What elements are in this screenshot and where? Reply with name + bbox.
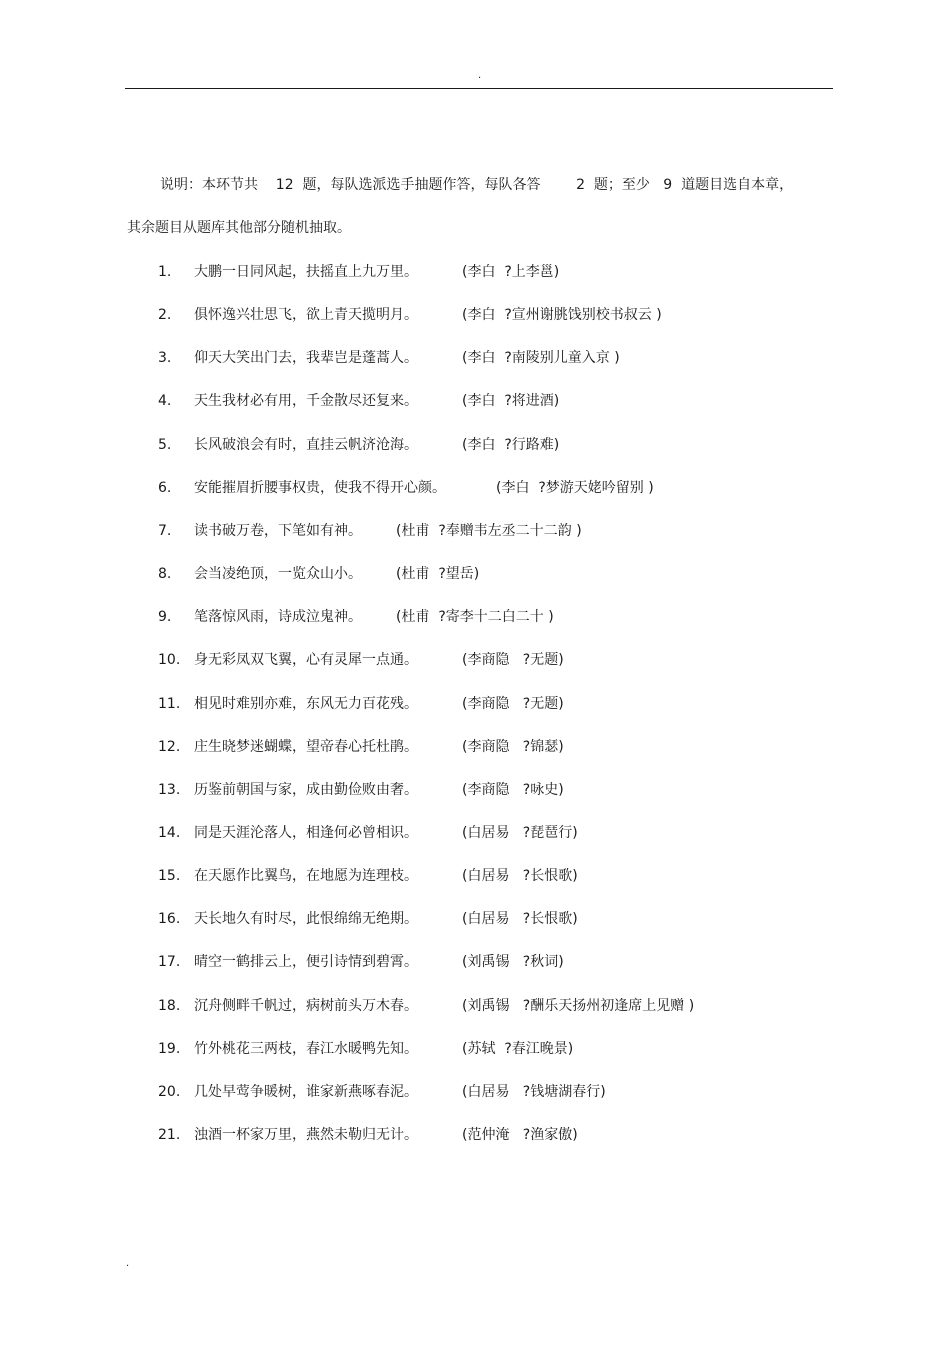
item-verse: 会当凌绝顶，一览众山小。 — [194, 566, 362, 583]
item-verse: 长风破浪会有时，直挂云帆济沧海。 — [194, 436, 418, 453]
item-source: (李白 ?南陵别儿童入京 ) — [462, 350, 620, 367]
item-source: (李白 ?梦游天姥吟留别 ) — [496, 479, 654, 496]
item-source: (白居易 ?钱塘湖春行) — [462, 1083, 606, 1100]
item-source: (刘禹锡 ?酬乐天扬州初逢席上见赠 ) — [462, 997, 695, 1014]
item-source: (李白 ?行路难) — [462, 436, 560, 453]
item-number: 7. — [158, 522, 172, 539]
item-source: (杜甫 ?望岳) — [396, 566, 480, 583]
item-verse: 沉舟侧畔千帆过，病树前头万木春。 — [194, 997, 418, 1014]
header-rule — [125, 88, 833, 89]
item-number: 10. — [158, 652, 181, 669]
list-item — [0, 780, 950, 802]
list-item — [0, 478, 950, 500]
item-source: (刘禹锡 ?秋词) — [462, 954, 564, 971]
item-verse: 读书破万卷，下笔如有神。 — [194, 522, 362, 539]
item-verse: 身无彩凤双飞翼，心有灵犀一点通。 — [194, 652, 418, 669]
item-verse: 晴空一鹤排云上，便引诗情到碧霄。 — [194, 954, 418, 971]
item-number: 4. — [158, 393, 172, 410]
item-verse: 俱怀逸兴壮思飞，欲上青天揽明月。 — [194, 307, 418, 324]
list-item — [0, 909, 950, 931]
item-source: (李白 ?上李邕) — [462, 264, 560, 280]
item-number: 19. — [158, 1040, 181, 1057]
intro-line-2: 其余题目从题库其他部分随机抽取。 — [127, 220, 351, 236]
list-item — [0, 435, 950, 457]
list-item — [0, 348, 950, 370]
item-verse: 笔落惊风雨，诗成泣鬼神。 — [194, 609, 362, 626]
list-item — [0, 1039, 950, 1061]
item-source: (李白 ?宣州谢朓饯别校书叔云 ) — [462, 307, 662, 324]
item-number: 14. — [158, 824, 181, 841]
item-verse: 仰天大笑出门去，我辈岂是蓬蒿人。 — [194, 350, 418, 367]
item-source: (苏轼 ?春江晚景) — [462, 1040, 574, 1057]
item-source: (李商隐 ?锦瑟) — [462, 738, 564, 755]
item-source: (范仲淹 ?渔家傲) — [462, 1127, 578, 1143]
item-verse: 天长地久有时尽，此恨绵绵无绝期。 — [194, 911, 418, 928]
item-number: 3. — [158, 350, 172, 367]
item-number: 9. — [158, 609, 172, 626]
item-verse: 浊酒一杯家万里，燕然未勒归无计。 — [194, 1127, 418, 1143]
item-source: (杜甫 ?奉赠韦左丞二十二韵 ) — [396, 522, 582, 539]
list-item — [0, 952, 950, 974]
item-number: 12. — [158, 738, 181, 755]
list-item — [0, 607, 950, 629]
item-number: 2. — [158, 307, 172, 324]
item-source: (李商隐 ?咏史) — [462, 781, 564, 798]
list-item — [0, 391, 950, 413]
item-number: 1. — [158, 264, 172, 280]
list-item — [0, 823, 950, 845]
item-source: (白居易 ?琵琶行) — [462, 824, 578, 841]
intro-line-1: 说明：本环节共 12 题，每队选派选手抽题作答，每队各答 2 题；至少 9 道题目选自本章， — [160, 177, 794, 193]
item-verse: 大鹏一日同风起，扶摇直上九万里。 — [194, 264, 418, 280]
item-number: 15. — [158, 868, 181, 885]
item-number: 18. — [158, 997, 181, 1014]
list-item — [0, 1125, 950, 1147]
item-source: (白居易 ?长恨歌) — [462, 868, 578, 885]
list-item — [0, 650, 950, 672]
item-verse: 历鉴前朝国与家，成由勤俭败由奢。 — [194, 781, 418, 798]
item-source: (白居易 ?长恨歌) — [462, 911, 578, 928]
item-verse: 竹外桃花三两枝，春江水暖鸭先知。 — [194, 1040, 418, 1057]
list-item — [0, 694, 950, 716]
item-verse: 庄生晓梦迷蝴蝶，望帝春心托杜鹃。 — [194, 738, 418, 755]
item-verse: 同是天涯沦落人，相逢何必曾相识。 — [194, 824, 418, 841]
item-verse: 相见时难别亦难，东风无力百花残。 — [194, 695, 418, 712]
list-item — [0, 564, 950, 586]
item-number: 21. — [158, 1127, 181, 1143]
item-number: 17. — [158, 954, 181, 971]
list-item — [0, 996, 950, 1018]
list-item — [0, 262, 950, 284]
item-source: (李商隐 ?无题) — [462, 695, 564, 712]
list-item — [0, 521, 950, 543]
item-number: 20. — [158, 1083, 181, 1100]
item-number: 6. — [158, 479, 172, 496]
item-number: 8. — [158, 566, 172, 583]
item-number: 16. — [158, 911, 181, 928]
item-source: (李白 ?将进酒) — [462, 393, 560, 410]
item-verse: 安能摧眉折腰事权贵，使我不得开心颜。 — [194, 479, 446, 496]
list-item — [0, 305, 950, 327]
list-item — [0, 737, 950, 759]
footer-dot: . — [126, 1258, 130, 1269]
list-item — [0, 866, 950, 888]
header-dot: . — [478, 70, 482, 81]
list-item — [0, 1082, 950, 1104]
item-source: (杜甫 ?寄李十二白二十 ) — [396, 609, 554, 626]
item-number: 5. — [158, 436, 172, 453]
item-number: 11. — [158, 695, 181, 712]
item-number: 13. — [158, 781, 181, 798]
item-source: (李商隐 ?无题) — [462, 652, 564, 669]
item-verse: 在天愿作比翼鸟，在地愿为连理枝。 — [194, 868, 418, 885]
item-verse: 天生我材必有用，千金散尽还复来。 — [194, 393, 418, 410]
item-verse: 几处早莺争暖树，谁家新燕啄春泥。 — [194, 1083, 418, 1100]
